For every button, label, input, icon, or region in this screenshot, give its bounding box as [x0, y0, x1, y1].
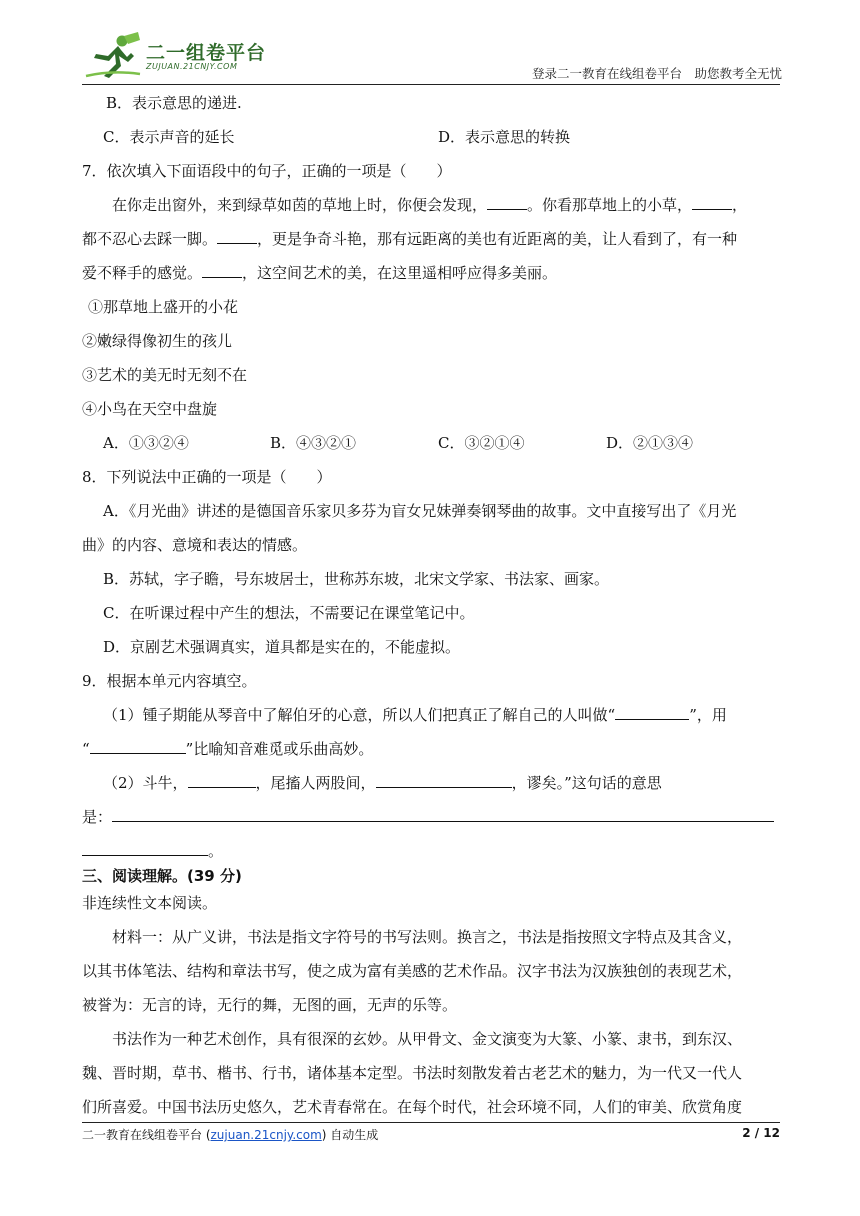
q9-text: ”，用	[689, 706, 727, 724]
q9-stem: 9．根据本单元内容填空。	[82, 672, 257, 690]
answer-blank[interactable]	[376, 773, 512, 788]
header-divider	[82, 84, 780, 85]
page-number: 2 / 12	[742, 1126, 780, 1140]
page-header	[82, 32, 782, 84]
answer-blank[interactable]	[188, 773, 256, 788]
q9-text: （1）锺子期能从琴音中了解伯牙的心意，所以人们把真正了解自己的人叫做“	[103, 706, 616, 724]
answer-blank[interactable]	[217, 229, 257, 244]
header-slogan: 登录二一教育在线组卷平台 助您教考全无忧	[531, 66, 782, 81]
answer-blank[interactable]	[82, 841, 208, 856]
q9-part-2-line-3	[82, 841, 223, 861]
q9-part-1-line-2	[82, 739, 373, 759]
q7-text: 都不忍心去踩一脚。	[82, 230, 218, 248]
q9-text: 。	[208, 842, 224, 860]
q9-text: ，尾搐人两股间，	[255, 774, 376, 792]
q7-text: 在你走出窗外，来到绿草如茵的草地上时，你便会发现，	[112, 196, 488, 214]
q8-option-c: C．在听课过程中产生的想法，不需要记在课堂笔记中。	[103, 604, 475, 622]
runner-logo-icon	[82, 32, 144, 80]
answer-blank[interactable]	[112, 807, 774, 822]
q9-part-2-line-1	[103, 773, 662, 793]
q7-item-1: ①那草地上盛开的小花	[88, 298, 239, 316]
q7-paragraph-line-1	[112, 195, 747, 215]
q9-text: （2）斗牛，	[103, 774, 188, 792]
q6-option-b: B．表示意思的递进.	[106, 94, 242, 112]
q9-text: 是：	[82, 808, 113, 826]
q9-text: ”比喻知音难觅或乐曲高妙。	[185, 740, 374, 758]
q7-paragraph-line-3	[82, 263, 557, 283]
material-1-line-2: 以其书体笔法、结构和章法书写，使之成为富有美感的艺术作品。汉字书法为汉族独创的表现艺术，	[82, 962, 743, 980]
q9-text: “	[82, 740, 90, 758]
q7-text: ，这空间艺术的美，在这里遥相呼应得多美丽。	[242, 264, 558, 282]
q7-option-d: D．②①③④	[606, 434, 694, 452]
material-1-line-3: 被誉为：无言的诗，无行的舞，无图的画，无声的乐等。	[82, 996, 458, 1014]
q7-stem: 7．依次填入下面语段中的句子，正确的一项是（ ）	[82, 162, 452, 180]
q7-paragraph-line-2	[82, 229, 737, 249]
paragraph-2-line-1: 书法作为一种艺术创作，具有很深的玄妙。从甲骨文、金文演变为大篆、小篆、隶书，到东汉、	[112, 1030, 743, 1048]
section-3-subtitle: 非连续性文本阅读。	[82, 894, 218, 912]
q7-item-3: ③艺术的美无时无刻不在	[82, 366, 248, 384]
q6-option-d: D．表示意思的转换	[438, 128, 571, 146]
answer-blank[interactable]	[615, 705, 689, 720]
q8-option-a-line-1: A．《月光曲》讲述的是德国音乐家贝多芬为盲女兄妹弹奏钢琴曲的故事。文中直接写出了《月光	[103, 502, 737, 520]
footer-text: 二一教育在线组卷平台 (	[82, 1128, 211, 1142]
q8-option-a-line-2: 曲》的内容、意境和表达的情感。	[82, 536, 308, 554]
footer-divider	[82, 1122, 780, 1123]
q9-part-2-line-2	[82, 807, 774, 827]
site-logo[interactable]	[82, 32, 282, 80]
footer-text: ) 自动生成	[321, 1128, 379, 1142]
answer-blank[interactable]	[202, 263, 242, 278]
q8-option-d: D．京剧艺术强调真实，道具都是实在的，不能虚拟。	[103, 638, 461, 656]
q8-option-b: B．苏轼，字子瞻，号东坡居士，世称苏东坡，北宋文学家、书法家、画家。	[103, 570, 610, 588]
paragraph-2-line-2: 魏、晋时期，草书、楷书、行书，诸体基本定型。书法时刻散发着古老艺术的魅力，为一代又一代人	[82, 1064, 743, 1082]
answer-blank[interactable]	[692, 195, 732, 210]
q9-part-1-line-1	[103, 705, 727, 725]
q6-option-c: C．表示声音的延长	[103, 128, 235, 146]
material-1-line-1: 材料一：从广义讲，书法是指文字符号的书写法则。换言之，书法是指按照文字特点及其含义，	[112, 928, 743, 946]
logo-text: 二一组卷平台	[146, 42, 267, 64]
q7-item-2: ②嫩绿得像初生的孩儿	[82, 332, 233, 350]
section-3-title: 三、阅读理解。(39 分)	[82, 867, 242, 885]
paragraph-2-line-3: 们所喜爱。中国书法历史悠久，艺术青春常在。在每个时代，社会环境不同，人们的审美、欣赏角度	[82, 1098, 743, 1116]
footer-site-link[interactable]: zujuan.21cnjy.com	[210, 1128, 322, 1142]
footer-source	[82, 1126, 378, 1143]
q7-text: 。你看那草地上的小草，	[527, 196, 693, 214]
q7-text: ，更是争奇斗艳，那有远距离的美也有近距离的美，让人看到了，有一种	[257, 230, 738, 248]
answer-blank[interactable]	[487, 195, 527, 210]
q7-item-4: ④小鸟在天空中盘旋	[82, 400, 218, 418]
answer-blank[interactable]	[90, 739, 186, 754]
logo-subtitle: ZUJUAN.21CNJY.COM	[146, 62, 238, 71]
q9-text: ，谬矣。”这句话的意思	[511, 774, 662, 792]
q8-stem: 8．下列说法中正确的一项是（ ）	[82, 468, 332, 486]
q7-option-b: B．④③②①	[270, 434, 357, 452]
q7-text: ，	[732, 196, 748, 214]
q7-option-c: C．③②①④	[438, 434, 525, 452]
q7-text: 爱不释手的感觉。	[82, 264, 203, 282]
q7-option-a: A．①③②④	[103, 434, 189, 452]
